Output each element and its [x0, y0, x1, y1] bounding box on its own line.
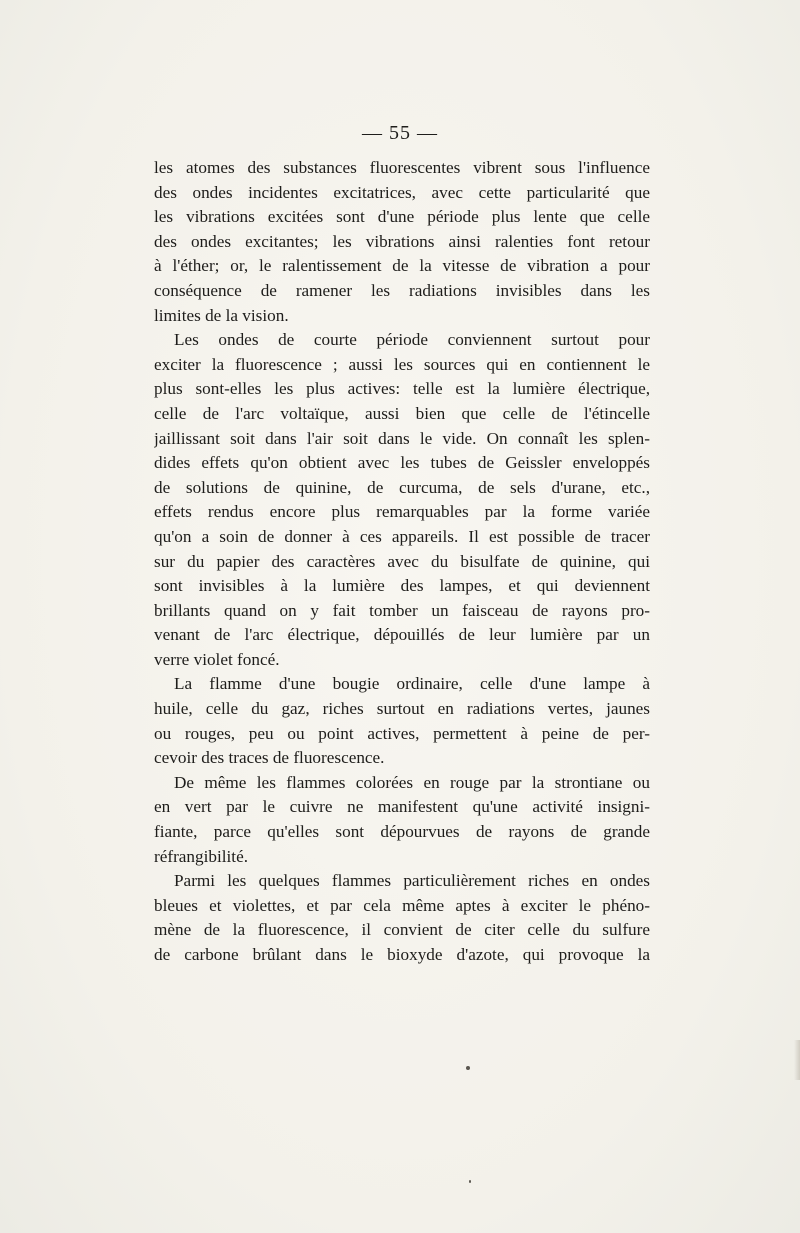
paper-speck	[469, 1180, 471, 1183]
text-line: en vert par le cuivre ne manifestent qu'une activité insigni-	[154, 797, 650, 817]
text-line: cevoir des traces de fluorescence.	[154, 748, 385, 768]
text-line: réfrangibilité.	[154, 846, 249, 866]
text-line: dides effets qu'on obtient avec les tubes de Geissler enveloppés	[154, 453, 650, 473]
text-line: sur du papier des caractères avec du bisulfate de quinine, qui	[154, 551, 650, 571]
paragraph-1	[154, 156, 650, 328]
text-line: venant de l'arc électrique, dépouillés de leur lumière par un	[154, 625, 650, 645]
paragraph-2	[154, 328, 650, 672]
page-number: — 55 —	[362, 122, 438, 144]
paper-edge-stain	[794, 1040, 800, 1080]
text-line: De même les flammes colorées en rouge par la strontiane ou	[174, 772, 650, 792]
paper-speck	[466, 1066, 470, 1070]
text-line: de solutions de quinine, de curcuma, de sels d'urane, etc.,	[154, 477, 650, 497]
text-line: bleues et violettes, et par cela même aptes à exciter le phéno-	[154, 895, 650, 915]
text-line: les vibrations excitées sont d'une période plus lente que celle	[154, 207, 650, 227]
paragraph-5	[154, 869, 650, 967]
text-line: de carbone brûlant dans le bioxyde d'azote, qui provoque la	[154, 945, 650, 964]
text-line: brillants quand on y fait tomber un faisceau de rayons pro-	[154, 600, 650, 620]
text-line: effets rendus encore plus remarquables par la forme variée	[154, 502, 650, 522]
paragraph-3	[154, 672, 650, 770]
text-line: les atomes des substances fluorescentes vibrent sous l'influence	[154, 158, 650, 177]
text-line: huile, celle du gaz, riches surtout en radiations vertes, jaunes	[154, 699, 650, 719]
text-line: mène de la fluorescence, il convient de citer celle du sulfure	[154, 920, 650, 940]
text-line: Les ondes de courte période conviennent surtout pour	[174, 330, 650, 350]
text-line: ou rouges, peu ou point actives, permettent à peine de per-	[154, 723, 650, 743]
text-line: La flamme d'une bougie ordinaire, celle d'une lampe à	[174, 674, 650, 694]
text-line: des ondes incidentes excitatrices, avec cette particularité que	[154, 182, 650, 202]
text-line: limites de la vision.	[154, 305, 289, 325]
text-line: jaillissant soit dans l'air soit dans le vide. On connaît les splen-	[154, 428, 650, 448]
text-line: plus sont-elles les plus actives: telle est la lumière électrique,	[154, 379, 650, 399]
text-line: sont invisibles à la lumière des lampes, et qui deviennent	[154, 576, 650, 596]
text-line: celle de l'arc voltaïque, aussi bien que celle de l'étincelle	[154, 403, 650, 423]
text-line: fiante, parce qu'elles sont dépourvues de rayons de grande	[154, 822, 650, 842]
paragraph-4	[154, 771, 650, 869]
text-line: des ondes excitantes; les vibrations ainsi ralenties font retour	[154, 231, 650, 251]
text-line: à l'éther; or, le ralentissement de la vitesse de vibration a pour	[154, 256, 650, 276]
body-text	[154, 156, 650, 968]
text-line: conséquence de ramener les radiations invisibles dans les	[154, 280, 650, 300]
text-line: exciter la fluorescence ; aussi les sources qui en contiennent le	[154, 354, 650, 374]
text-line: verre violet foncé.	[154, 649, 280, 669]
text-line: qu'on a soin de donner à ces appareils. Il est possible de tracer	[154, 526, 650, 546]
text-line: Parmi les quelques flammes particulièrement riches en ondes	[174, 871, 650, 891]
